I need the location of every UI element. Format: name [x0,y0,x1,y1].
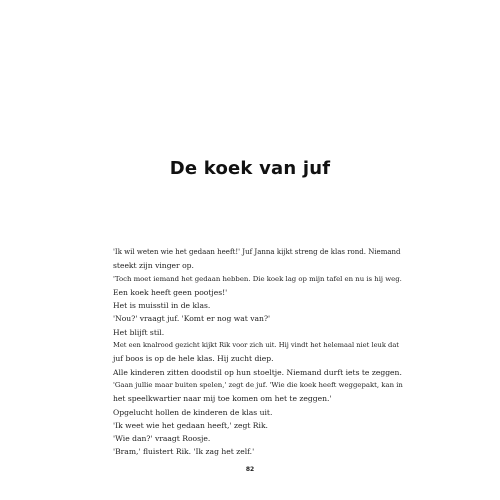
text-line: Opgelucht hollen de kinderen de klas uit. [113,407,273,417]
text-line: 'Gaan jullie maar buiten spelen,' zegt de juf. 'Wie die koek heeft weggepakt, kan in [113,380,403,389]
text-line: Het blijft stil. [113,327,165,337]
text-line: 'Wie dan?' vraagt Roosje. [113,434,211,444]
story-text [113,246,403,459]
text-line: 'Ik weet wie het gedaan heeft,' zegt Rik. [113,420,268,430]
text-line: steekt zijn vinger op. [113,261,194,271]
page-number: 82 [245,466,255,473]
text-line: 'Toch moet iemand het gedaan hebben. Die koek lag op mijn tafel en nu is hij weg. [113,274,402,283]
text-line: 'Bram,' fluistert Rik. 'Ik zag het zelf.' [113,447,255,457]
text-line: Een koek heeft geen pootjes!' [113,287,228,297]
text-line: Het is muisstil in de klas. [113,301,211,311]
text-line: 'Nou?' vraagt juf. 'Komt er nog wat van?' [113,314,271,324]
text-line: het speelkwartier naar mij toe komen om het te zeggen.' [113,394,332,404]
text-line: Alle kinderen zitten doodstil op hun stoeltje. Niemand durft iets te zeggen. [113,367,402,377]
text-line: Met een knalrood gezicht kijkt Rik voor zich uit. Hij vindt het helemaal niet leuk dat [113,341,399,350]
text-line: 'Ik wil weten wie het gedaan heeft!' Juf Janna kijkt streng de klas rond. Niemand [113,248,401,256]
text-line: juf boos is op de hele klas. Hij zucht diep. [113,354,274,364]
chapter-title: De koek van juf [169,158,331,179]
